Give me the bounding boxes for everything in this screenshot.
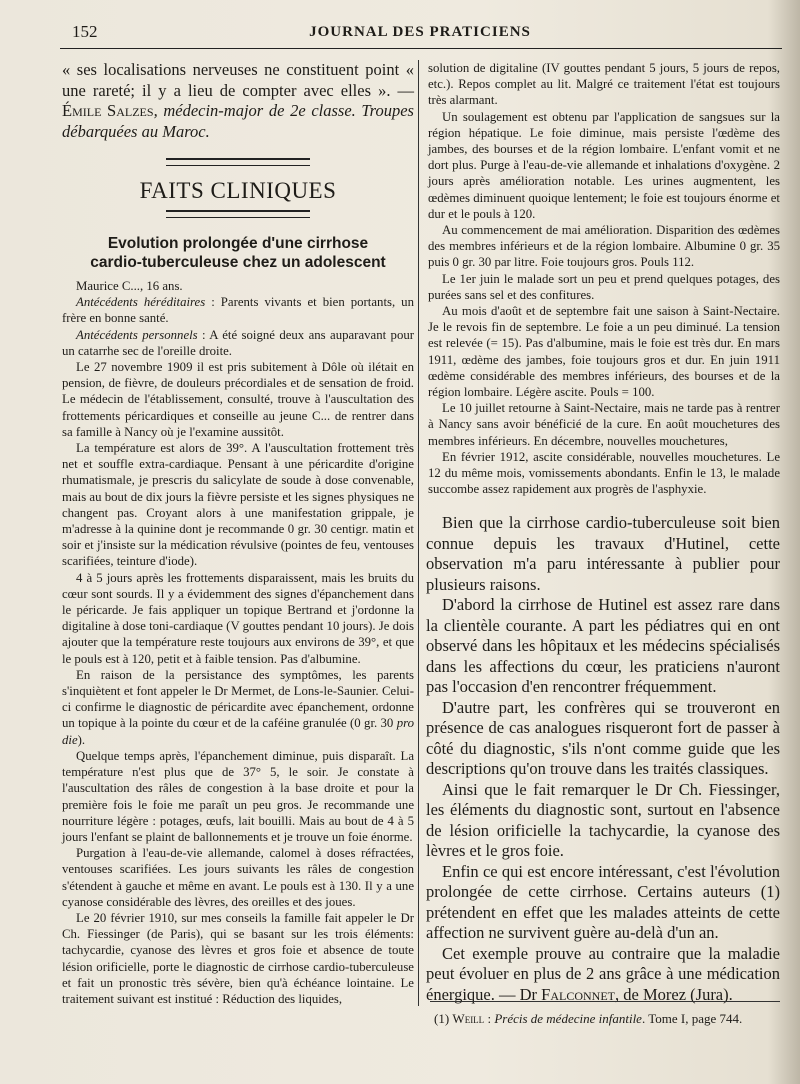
intro-author: Émile Salzes [62,101,154,120]
footnote-work-title: Précis de médecine infantile [494,1011,642,1026]
case-report-left [62,278,414,1007]
antecedents-personal-text: : A été soigné deux ans auparavant pour un catarrhe sec de l'oreille droite. [62,327,414,358]
paragraph: solution de digitaline (IV gouttes pendant 5 jours, 5 jours de repos, etc.). Repos complet au lit. Malgré ce traitement l'état est toujours très alarmant. [428,61,780,108]
antecedents-hereditary-label: Antécédents héréditaires [76,295,206,310]
paragraph: Le 1er juin le malade sort un peu et prend quelques potages, des purées sans sel et des confitures. [428,271,780,302]
article-title-line2: cardio-tuberculeuse chez un adolescent [90,254,386,271]
paragraph: Au mois d'août et de septembre fait une saison à Saint-Nectaire. Je le revois fin de septembre. Le foie a un peu diminué. La tension est relevée (= 15). Pas d'albumine, mais le foie est très dur. En mars 1911, œdème des jambes, foie toujours gros et dur. En juin 1911 œdème considérable des membres inférieurs, des bourses et de la région lombaire. Légère ascite. Pouls = 100. [428,304,780,400]
author-name: Falconnet [541,984,616,1004]
journal-title: JOURNAL DES PRATICIENS [309,24,531,40]
footnote-author: Weill [452,1011,485,1026]
paragraph: Le 10 juillet retourne à Saint-Nectaire, mais ne tarde pas à rentrer à Nancy sans avoir bénéficié de la cure. En août mouchetures des membres inférieurs. En décembre, nouvelles mouchetures, [428,401,780,448]
paragraph-italic: pro die [62,716,414,747]
paragraph: 4 à 5 jours après les frottements disparaissent, mais les bruits du cœur sont sourds. Il y a évidemment des signes d'épanchement dans le péricarde. Je fais appliquer un topique Bertrand et j'ordonne la digitaline à dose toni-cardiaque (V gouttes pendant 10 jours). Je dois ajouter que la température reste toujours aux environs de 39°, et que le pouls est à 120, petit et à faible tension. Pas d'albumine. [62,570,414,666]
intro-quote: « ses localisations nerveuses ne constituent point « une rareté; il y a lieu de compter avec elles ». — [62,60,414,100]
section-title: FAITS CLINIQUES [139,178,337,203]
article-title [62,234,414,272]
paragraph: Le 27 novembre 1909 il est pris subitement à Dôle où ilétait en pension, de fièvre, de douleurs précordiales et de sensation de froid. Le médecin de l'établissement, consulté, trouve à l'auscultation des frottements péricardiques et conseille au jeune C... de rentrer dans sa famille à Nancy où je l'examine aussitôt. [62,360,414,439]
patient-line: Maurice C..., 16 ans. [76,279,183,293]
left-column [62,60,414,1007]
intro-block [62,60,414,142]
footnote [434,1011,780,1027]
header-rule [60,48,782,49]
section-heading-block [62,158,414,218]
antecedents-hereditary-text: : Parents vivants et bien portants, un frère en bonne santé. [62,295,414,326]
footnote-rule [430,1001,780,1002]
paragraph: Quelque temps après, l'épanchement diminue, puis disparaît. La température n'est plus que de 37° 5, le soir. Je constate à l'auscultation des râles de congestion à la base droite et pour la première fois le foie me paraît un peu gros. Je recommande une nourriture légère : potages, œufs, lait bouilli. Mais au bout de 4 à 5 jours l'enfant se plaint de ballonnements et je trouve un foie énorme. [62,748,414,844]
paragraph: Purgation à l'eau-de-vie allemande, calomel à doses réfractées, ventouses scarifiées. Les jours suivants les râles de congestion s'étendent à gauche et même en avant. Le pouls est à 130. Il y a une cyanose considérable des lèvres, des oreilles et des joues. [62,846,414,909]
paragraph [426,944,780,1006]
antecedents-personal-label: Antécédents personnels [76,327,198,342]
section-rule-bottom [166,210,310,218]
intro-paragraph [62,60,414,142]
footnote-text: : [484,1011,495,1026]
paragraph-text: ). [77,732,86,747]
article-title-line1: Evolution prolongée d'une cirrhose [107,235,369,252]
antecedents-personal [62,327,414,359]
paragraph: La température est alors de 39°. A l'auscultation frottement très net et souffle extra-cardiaque. Pensant à une péricardite d'origine rhumatismale, je prescris du salicylate de soude à dose convenable, mais au bout de dix jours la fièvre persiste et les signes physiques ne changent pas. Croyant alors à une manifestation grippale, je m'adresse à la quinine dont je recommande 0 gr. 30 centigr. matin et soir et j'insiste sur la médication révulsive (pointes de feu, ventouses scarifiées, teinture d'iode). [62,441,414,569]
paragraph [62,667,414,748]
footnote-text: . Tome I, page 744. [641,1011,743,1026]
paragraph: D'autre part, les confrères qui se trouveront en présence de cas analogues risqueront fort de passer à côté du diagnostic, s'ils n'ont comme guide que les descriptions qu'on trouve dans les traités classiques. [426,697,780,778]
paragraph: Ainsi que le fait remarquer le Dr Ch. Fiessinger, les éléments du diagnostic sont, surtout en l'absence de lésion orificielle la tachycardie, la cyanose des lèvres et le gros foie. [426,779,780,860]
paragraph: Le 20 février 1910, sur mes conseils la famille fait appeler le Dr Ch. Fiessinger (de Paris), qui se basant sur les trois éléments: tachycardie, cyanose des lèvres et gros foie et absence de toute lésion orificielle, porte le diagnostic de cirrhose cardio-tuberculeuse et fait un pronostic très sévère, bien qu'à échéance lointaine. Le traitement suivant est institué : Réduction des liquides, [62,910,414,1006]
paragraph: Un soulagement est obtenu par l'application de sangsues sur la région hépatique. Le foie diminue, mais persiste l'œdème des jambes, des bourses et de la région lombaire. L'enfant vomit et ne dort plus. Purge à l'eau-de-vie allemande et inhalations d'oxygène. 2 jours après amélioration notable. Les urines augmentent, les œdèmes diminuent quoique lentement; le foie est toujours énorme et dur et le pouls à 120. [428,109,780,221]
page-header [60,22,780,44]
paragraph: Enfin ce qui est encore intéressant, c'est l'évolution prolongée de cette cirrhose. Certains auteurs (1) prétendent en effet que les malades atteints de cette affection ne survivent guère au-delà d'un an. [426,861,780,942]
paragraph-text: , de Morez (Jura). [615,984,733,1004]
column-divider [418,60,419,1006]
paragraph: D'abord la cirrhose de Hutinel est assez rare dans la clientèle courante. A part les pédiatres qui en ont observé dans les hôpitaux et les médecins spécialisés dans les affections du cœur, les praticiens n'auront pas l'occasion d'en rencontrer fréquemment. [426,595,780,696]
footnote-marker: (1) [434,1011,453,1026]
antecedents-hereditary [62,294,414,326]
paragraph: Bien que la cirrhose cardio-tuberculeuse soit bien connue depuis les travaux d'Hutinel, cette observation m'a paru intéressante à publier pour plusieurs raisons. [426,513,780,594]
paragraph-text: Cet exemple prouve au contraire que la maladie peut évoluer en plus de 2 ans grâce à une médication énergique. — Dr [426,943,780,1004]
case-report-right [428,60,780,497]
page-number: 152 [72,22,98,41]
paragraph: Au commencement de mai amélioration. Disparition des œdèmes des membres inférieurs et de la région lombaire. Albumine 0 gr. 35 puis 0 gr. 30 par litre. Foie toujours gros. Pouls 112. [428,223,780,270]
section-rule-top [166,158,310,166]
intro-author-rest: , médecin-major de 2e classe. Troupes débarquées au Maroc. [62,101,414,141]
paragraph: En février 1912, ascite considérable, nouvelles mouchetures. Le 12 du même mois, vomissements abondants. Enfin le 13, le malade succombe assez rapidement aux progrès de l'asphyxie. [428,449,780,497]
commentary [426,513,780,1005]
paragraph-text: En raison de la persistance des symptômes, les parents s'inquiètent et font appeler le Dr Mermet, de Lons-le-Saunier. Celui-ci confirme le diagnostic de péricardite avec épanchement, ordonne un topique à la pointe du cœur et de la caféine granulée (0 gr. 30 [62,667,414,731]
